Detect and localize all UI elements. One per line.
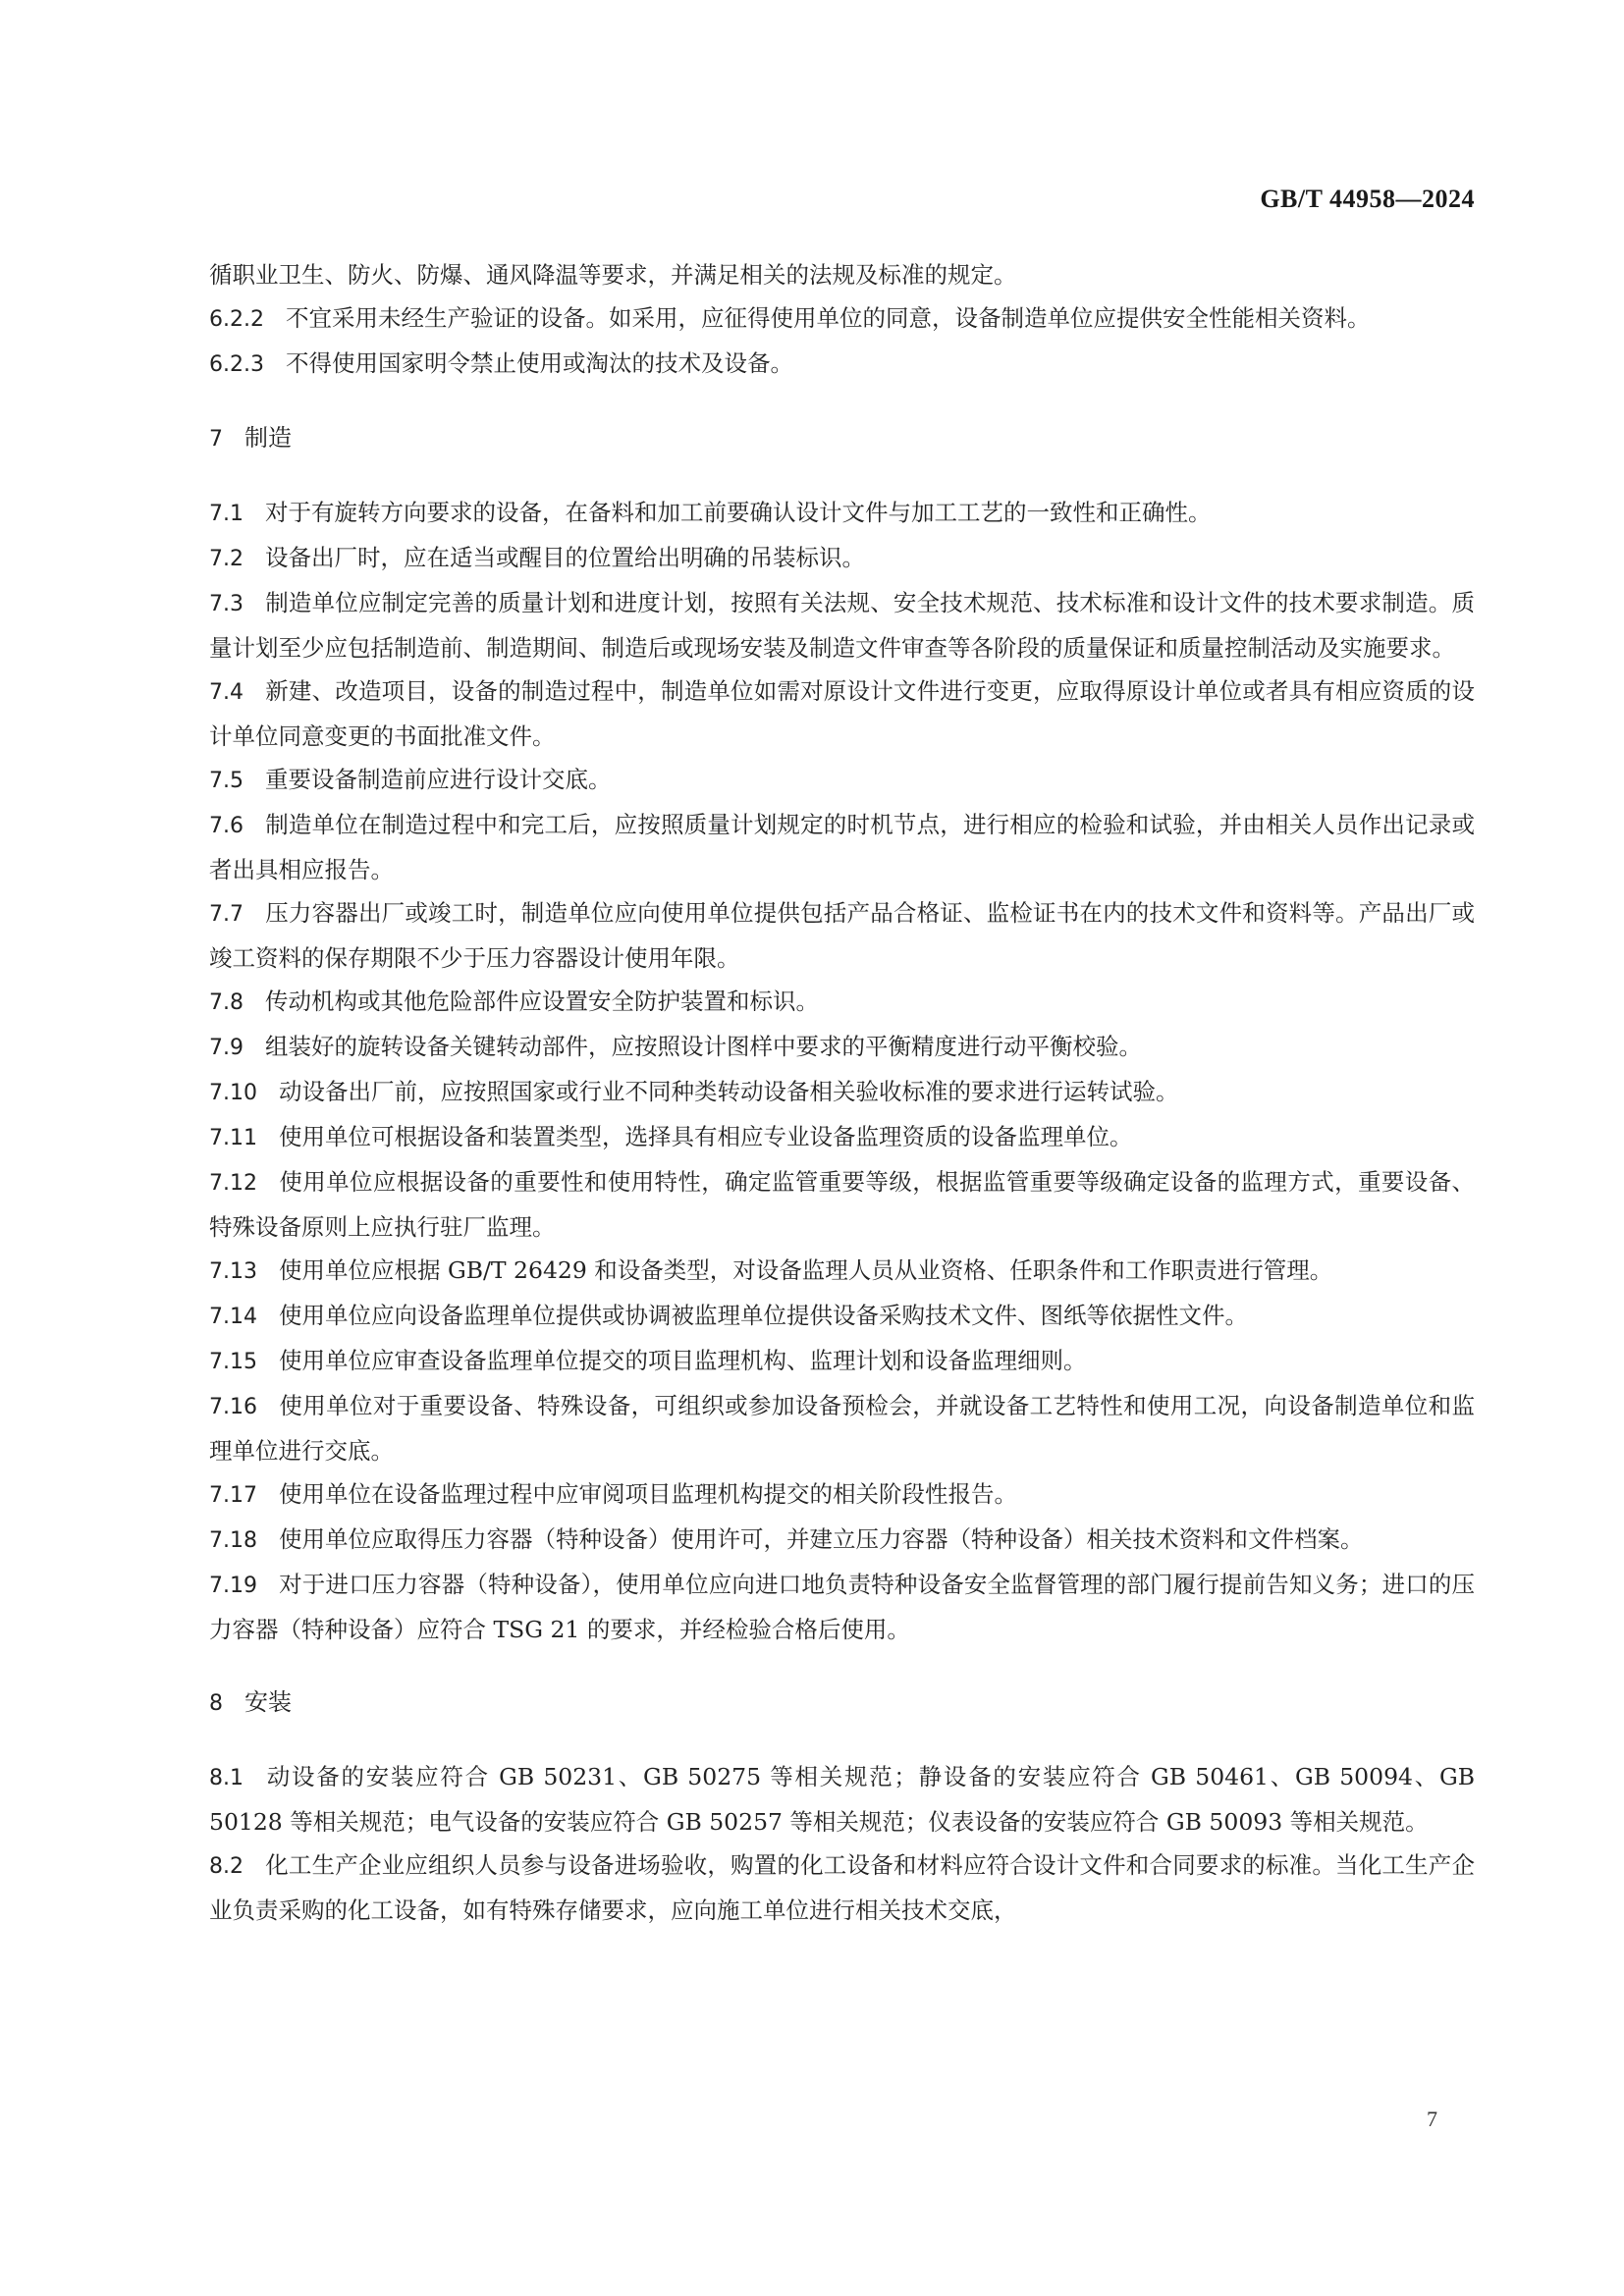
clause-text: 使用单位在设备监理过程中应审阅项目监理机构提交的相关阶段性报告。 xyxy=(278,1480,1017,1508)
clause-paragraph xyxy=(209,1563,1475,1651)
clause-number: 8.1 xyxy=(209,1766,244,1790)
clause-text: 使用单位应取得压力容器（特种设备）使用许可，并建立压力容器（特种设备）相关技术资料和文件档案。 xyxy=(278,1525,1364,1553)
clause-number: 7.13 xyxy=(209,1259,257,1284)
section-number: 7 xyxy=(209,427,223,452)
clause-paragraph xyxy=(209,253,1475,296)
clause-number: 6.2.3 xyxy=(209,352,264,377)
clause-number: 7.5 xyxy=(209,769,244,793)
standard-code: GB/T 44958—2024 xyxy=(1260,185,1475,213)
clause-paragraph xyxy=(209,1755,1475,1843)
clause-paragraph xyxy=(209,1025,1475,1070)
section-title: 制造 xyxy=(244,424,292,452)
clause-text: 对于进口压力容器（特种设备），使用单位应向进口地负责特种设备安全监督管理的部门履行提前告知义务；进口的压力容器（特种设备）应符合 TSG 21 的要求，并经检验合格后使用。 xyxy=(209,1571,1475,1643)
clause-paragraph xyxy=(209,1518,1475,1563)
clause-number: 7.8 xyxy=(209,990,244,1015)
page-number: 7 xyxy=(1427,2107,1437,2131)
clause-number: 7.14 xyxy=(209,1305,257,1329)
clause-paragraph xyxy=(209,491,1475,536)
clause-text: 制造单位应制定完善的质量计划和进度计划，按照有关法规、安全技术规范、技术标准和设计文件的技术要求制造。质量计划至少应包括制造前、制造期间、制造后或现场安装及制造文件审查等各阶段的质量保证和质量控制活动及实施要求。 xyxy=(209,589,1475,662)
clause-text: 化工生产企业应组织人员参与设备进场验收，购置的化工设备和材料应符合设计文件和合同要求的标准。当化工生产企业负责采购的化工设备，如有特殊存储要求，应向施工单位进行相关技术交底， xyxy=(209,1851,1475,1924)
clause-paragraph xyxy=(209,891,1475,980)
clause-text: 新建、改造项目，设备的制造过程中，制造单位如需对原设计文件进行变更，应取得原设计单位或者具有相应资质的设计单位同意变更的书面批准文件。 xyxy=(209,677,1475,750)
clause-text: 动设备出厂前，应按照国家或行业不同种类转动设备相关验收标准的要求进行运转试验。 xyxy=(278,1078,1179,1105)
section-title: 安装 xyxy=(244,1688,292,1716)
clause-text: 使用单位可根据设备和装置类型，选择具有相应专业设备监理资质的设备监理单位。 xyxy=(278,1123,1133,1150)
clause-text: 压力容器出厂或竣工时，制造单位应向使用单位提供包括产品合格证、监检证书在内的技术文件和资料等。产品出厂或竣工资料的保存期限不少于压力容器设计使用年限。 xyxy=(209,899,1475,972)
clause-number: 7.12 xyxy=(209,1171,257,1196)
clause-number: 7.3 xyxy=(209,592,244,616)
clause-text: 使用单位应审查设备监理单位提交的项目监理机构、监理计划和设备监理细则。 xyxy=(278,1347,1087,1374)
clause-text: 重要设备制造前应进行设计交底。 xyxy=(265,766,612,793)
document-body xyxy=(209,253,1475,1932)
clause-number: 7.18 xyxy=(209,1528,257,1553)
clause-paragraph xyxy=(209,803,1475,891)
clause-text: 对于有旋转方向要求的设备，在备料和加工前要确认设计文件与加工工艺的一致性和正确性。 xyxy=(265,499,1212,526)
clause-number: 7.16 xyxy=(209,1395,257,1419)
clause-paragraph xyxy=(209,1294,1475,1339)
clause-number: 7.19 xyxy=(209,1574,257,1598)
clause-text: 组装好的旋转设备关键转动部件，应按照设计图样中要求的平衡精度进行动平衡校验。 xyxy=(265,1033,1142,1060)
clause-paragraph xyxy=(209,1070,1475,1115)
clause-number: 7.7 xyxy=(209,902,244,927)
clause-paragraph xyxy=(209,581,1475,669)
clause-paragraph xyxy=(209,1472,1475,1518)
clause-paragraph xyxy=(209,1249,1475,1294)
clause-text: 使用单位应根据设备的重要性和使用特性，确定监管重要等级，根据监管重要等级确定设备的监理方式，重要设备、特殊设备原则上应执行驻厂监理。 xyxy=(209,1168,1475,1241)
clause-paragraph xyxy=(209,980,1475,1025)
clause-number: 7.2 xyxy=(209,547,244,571)
clause-paragraph xyxy=(209,1115,1475,1160)
clause-paragraph xyxy=(209,1160,1475,1249)
clause-text: 设备出厂时，应在适当或醒目的位置给出明确的吊装标识。 xyxy=(265,544,865,571)
clause-paragraph xyxy=(209,1339,1475,1384)
clause-text: 动设备的安装应符合 GB 50231、GB 50275 等相关规范；静设备的安装应符合 GB 50461、GB 50094、GB 50128 等相关规范；电气设备的安装应符合 GB 50257 等相关规范；仪表设备的安装应符合 GB 50093 等相关规范。 xyxy=(209,1763,1475,1836)
clause-number: 7.11 xyxy=(209,1126,257,1150)
clause-paragraph xyxy=(209,536,1475,581)
clause-paragraph xyxy=(209,296,1475,342)
clause-number: 7.4 xyxy=(209,680,244,705)
clause-text: 使用单位应根据 GB/T 26429 和设备类型，对设备监理人员从业资格、任职条件和工作职责进行管理。 xyxy=(278,1256,1333,1284)
section-number: 8 xyxy=(209,1691,223,1716)
clause-paragraph xyxy=(209,1843,1475,1932)
clause-text: 不得使用国家明令禁止使用或淘汰的技术及设备。 xyxy=(285,349,793,377)
clause-paragraph xyxy=(209,758,1475,803)
clause-paragraph xyxy=(209,1384,1475,1472)
clause-text: 传动机构或其他危险部件应设置安全防护装置和标识。 xyxy=(265,988,819,1015)
clause-number: 7.15 xyxy=(209,1350,257,1374)
clause-paragraph xyxy=(209,669,1475,758)
clause-number: 7.9 xyxy=(209,1036,244,1060)
clause-number: 7.6 xyxy=(209,814,244,838)
section-heading xyxy=(209,416,1475,461)
section-heading xyxy=(209,1681,1475,1726)
clause-paragraph xyxy=(209,342,1475,387)
clause-number: 7.17 xyxy=(209,1483,257,1508)
clause-number: 7.1 xyxy=(209,502,244,526)
clause-text: 不宜采用未经生产验证的设备。如采用，应征得使用单位的同意，设备制造单位应提供安全性能相关资料。 xyxy=(285,304,1371,332)
clause-number: 6.2.2 xyxy=(209,307,264,332)
clause-number: 8.2 xyxy=(209,1854,244,1879)
clause-number: 7.10 xyxy=(209,1081,257,1105)
clause-text: 制造单位在制造过程中和完工后，应按照质量计划规定的时机节点，进行相应的检验和试验，并由相关人员作出记录或者出具相应报告。 xyxy=(209,811,1475,883)
clause-text: 循职业卫生、防火、防爆、通风降温等要求，并满足相关的法规及标准的规定。 xyxy=(209,261,1017,289)
clause-text: 使用单位对于重要设备、特殊设备，可组织或参加设备预检会，并就设备工艺特性和使用工况，向设备制造单位和监理单位进行交底。 xyxy=(209,1392,1475,1465)
clause-text: 使用单位应向设备监理单位提供或协调被监理单位提供设备采购技术文件、图纸等依据性文件。 xyxy=(278,1302,1248,1329)
